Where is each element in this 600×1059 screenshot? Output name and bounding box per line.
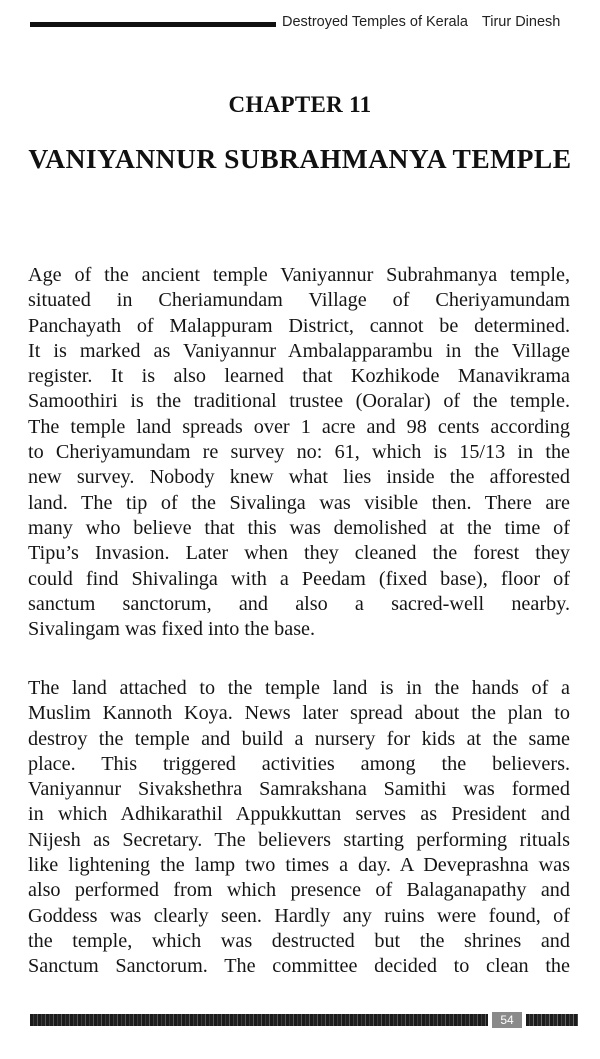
paragraph-1 — [28, 263, 570, 642]
text-line: The temple land spreads over 1 acre and 98 cents according — [28, 415, 570, 438]
text-line: many who believe that this was demolished at the time of — [28, 516, 570, 539]
text-line: land. The tip of the Sivalinga was visible then. There are — [28, 491, 570, 514]
text-line: sanctum sanctorum, and also a sacred-well nearby. — [28, 592, 570, 615]
text-line: place. This triggered activities among the believers. — [28, 752, 570, 775]
text-line: Sivalingam was fixed into the base. — [28, 618, 316, 641]
author-name: Tirur Dinesh — [481, 14, 561, 30]
running-header — [30, 14, 580, 38]
text-line: Panchayath of Malappuram District, cannot be determined. — [28, 314, 570, 337]
paragraph-2 — [28, 676, 570, 980]
header-rule — [30, 22, 276, 27]
text-line: It is marked as Vaniyannur Ambalapparambu in the Village — [28, 339, 570, 362]
chapter-number: CHAPTER 11 — [228, 92, 372, 117]
chapter-title: VANIYANNUR SUBRAHMANYA TEMPLE — [28, 143, 572, 174]
footer-rule-left — [30, 1014, 488, 1026]
text-line: destroy the temple and build a nursery for kids at the same — [28, 727, 570, 750]
footer-rule-right — [526, 1014, 578, 1026]
page-number: 54 — [492, 1012, 522, 1028]
text-line: Samoothiri is the traditional trustee (Ooralar) of the temple. — [28, 390, 570, 413]
text-line: like lightening the lamp two times a day. A Deveprashna was — [28, 854, 570, 877]
text-line: Tipu’s Invasion. Later when they cleaned the forest they — [28, 542, 570, 565]
book-title: Destroyed Temples of Kerala — [282, 14, 468, 30]
text-line: Nijesh as Secretary. The believers starting performing rituals — [28, 828, 570, 851]
text-line: Vaniyannur Sivakshethra Samrakshana Samithi was formed — [28, 778, 570, 801]
text-line: Muslim Kannoth Koya. News later spread about the plan to — [28, 702, 570, 725]
text-line: Sanctum Sanctorum. The committee decided to clean the — [28, 955, 570, 978]
text-line: situated in Cheriamundam Village of Cheriyamundam — [28, 289, 570, 312]
text-line: new survey. Nobody knew what lies inside the afforested — [28, 466, 570, 489]
text-line: could find Shivalinga with a Peedam (fixed base), floor of — [28, 567, 570, 590]
text-line: in which Adhikarathil Appukkuttan serves as President and — [28, 803, 570, 826]
text-line: The land attached to the temple land is in the hands of a — [28, 677, 570, 699]
text-line: register. It is also learned that Kozhikode Manavikrama — [28, 365, 570, 388]
header-text — [282, 14, 560, 30]
text-line: the temple, which was destructed but the shrines and — [28, 929, 570, 952]
text-line: Age of the ancient temple Vaniyannur Subrahmanya temple, — [28, 264, 570, 286]
text-line: to Cheriyamundam re survey no: 61, which is 15/13 in the — [28, 441, 570, 464]
text-line: Goddess was clearly seen. Hardly any ruins were found, of — [28, 904, 570, 927]
text-line: also performed from which presence of Balaganapathy and — [28, 879, 570, 902]
page-footer — [30, 1012, 578, 1026]
